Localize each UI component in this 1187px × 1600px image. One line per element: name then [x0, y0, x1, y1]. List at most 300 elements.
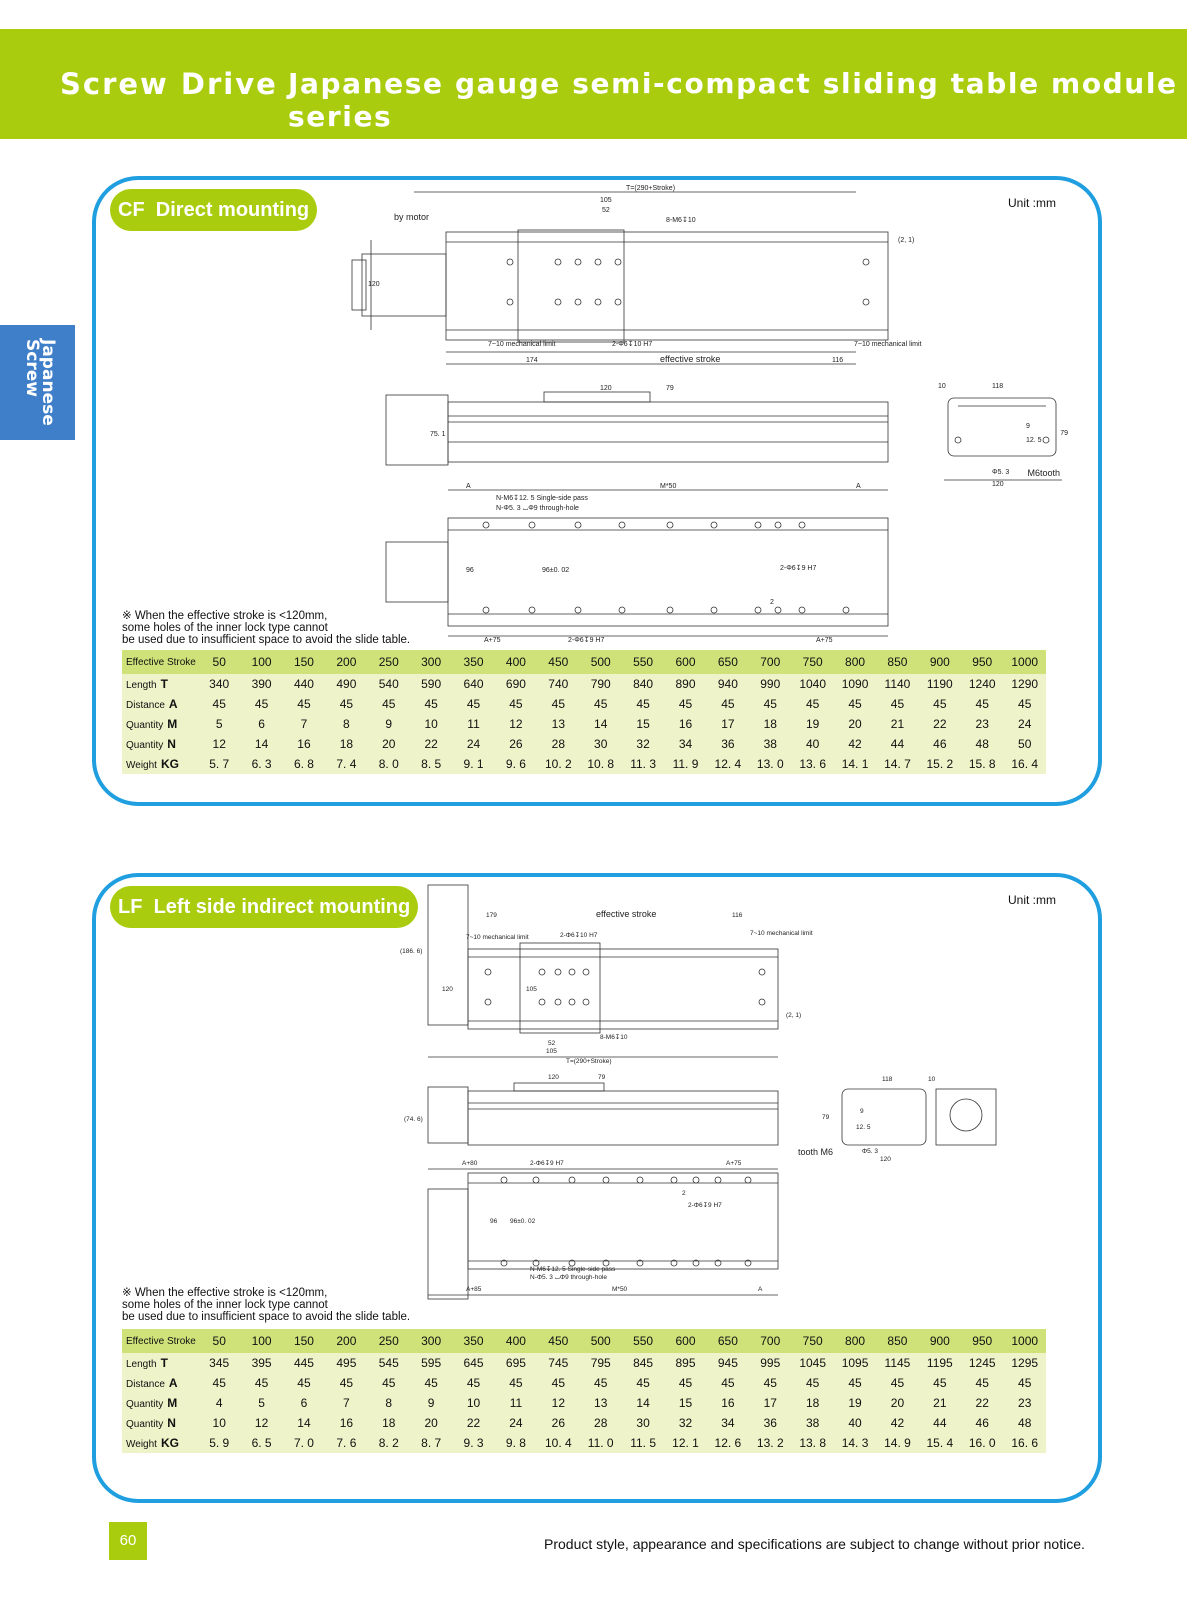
cell: 7. 6: [336, 1436, 357, 1450]
lf-end-79: 79: [822, 1114, 830, 1121]
cf-dim-105: 105: [600, 197, 612, 204]
lf-bottom-n: N-M6↧12. 5 Single-side pass: [530, 1266, 616, 1273]
cell: 18: [382, 1416, 396, 1430]
row-label: Quantity N: [126, 1416, 176, 1430]
cell: 20: [382, 737, 396, 751]
cell: 5: [215, 717, 223, 731]
cell: 45: [848, 1376, 862, 1390]
cell: 45: [890, 1376, 905, 1390]
table-row: [122, 754, 1046, 774]
stroke-cell: 850: [876, 1329, 918, 1353]
cell: 8. 5: [421, 757, 442, 771]
table-row: [122, 1433, 1046, 1453]
cell: 9. 1: [463, 757, 484, 771]
cell: 14. 3: [841, 1436, 869, 1450]
stroke-cell: 300: [410, 1329, 452, 1353]
cell: 45: [721, 697, 735, 711]
cell: 14: [254, 737, 269, 751]
cell: 845: [633, 1356, 654, 1370]
cell: 12. 6: [714, 1436, 742, 1450]
cf-end-120: 120: [992, 481, 1004, 488]
lf-note: [122, 1287, 410, 1323]
stroke-cell: 250: [368, 1329, 410, 1353]
cell: 990: [760, 677, 781, 691]
side-tab-label: Japanese Screw: [22, 339, 58, 426]
stroke-cell: 750: [791, 650, 833, 674]
cell: 14: [636, 1396, 650, 1410]
cell: 45: [594, 1376, 608, 1390]
lf-dim-105b: 105: [546, 1048, 557, 1055]
stroke-cell: 300: [410, 650, 452, 674]
cell: 45: [382, 697, 396, 711]
cell: 1145: [884, 1356, 911, 1370]
cell: 38: [763, 737, 777, 751]
cell: 795: [590, 1356, 611, 1370]
cell: 1140: [884, 677, 911, 691]
lf-bottom-9602: 96±0. 02: [510, 1218, 536, 1225]
cell: 10: [424, 717, 438, 731]
cell: 45: [721, 1376, 735, 1390]
cell: 13: [594, 1396, 608, 1410]
cell: 45: [254, 697, 269, 711]
lf-end-118: 118: [882, 1076, 893, 1083]
cell: 8: [385, 1396, 393, 1410]
cell: 45: [1018, 697, 1032, 711]
lf-code: LF: [118, 896, 143, 918]
cf-end-125: 12. 5: [1026, 437, 1042, 444]
lf-side-79: 79: [598, 1074, 606, 1081]
cell: 5. 7: [209, 757, 230, 771]
cell: 40: [805, 737, 820, 751]
cell: 26: [551, 1416, 565, 1430]
cell: 690: [505, 677, 526, 691]
cell: 13. 2: [756, 1436, 784, 1450]
cell: 10: [466, 1396, 481, 1410]
cell: 740: [548, 677, 569, 691]
cell: 45: [509, 1376, 523, 1390]
lf-section: [92, 873, 1102, 1503]
stroke-cell: 650: [707, 650, 749, 674]
lf-side-746: (74. 6): [404, 1116, 423, 1123]
header-series-title: Japanese gauge semi-compact sliding table module series: [288, 67, 1178, 133]
cell: 340: [209, 677, 230, 691]
cell: 19: [805, 717, 820, 731]
stroke-cell: 800: [834, 1329, 876, 1353]
cf-title: Direct mounting: [155, 199, 310, 221]
stroke-cell: 200: [325, 650, 367, 674]
cf-side-751: 75. 1: [430, 431, 446, 438]
lf-pins: 2-Φ6↧10 H7: [560, 932, 598, 939]
cell: 45: [339, 1376, 354, 1390]
cell: 45: [890, 697, 905, 711]
cell: 1290: [1011, 677, 1039, 691]
lf-bottom-n2: N-Φ5. 3 ⌴Φ9 through-hole: [530, 1274, 607, 1281]
cell: 19: [848, 1396, 862, 1410]
cell: 45: [805, 1376, 820, 1390]
cf-mech-right: 7~10 mechanical limit: [854, 341, 922, 348]
stroke-cell: 400: [495, 1329, 537, 1353]
cell: 48: [1018, 1416, 1032, 1430]
stroke-cell: 350: [452, 1329, 494, 1353]
cell: 6: [300, 1396, 308, 1410]
cell: 11. 0: [587, 1436, 614, 1450]
cell: 45: [212, 697, 226, 711]
cell: 50: [1018, 737, 1032, 751]
stroke-cell: 550: [622, 1329, 664, 1353]
cf-dim-174: 174: [526, 357, 538, 364]
cell: 32: [678, 1416, 693, 1430]
lf-side-120: 120: [548, 1074, 559, 1081]
cell: 345: [209, 1356, 230, 1370]
table-header-row: [122, 650, 1046, 674]
cell: 32: [636, 737, 650, 751]
cell: 10: [212, 1416, 226, 1430]
cf-bottom-a1: A: [466, 483, 471, 490]
cell: 1195: [926, 1356, 953, 1370]
cell: 45: [382, 1376, 396, 1390]
cell: 1240: [968, 677, 996, 691]
cell: 7. 4: [336, 757, 357, 771]
cf-dim-116: 116: [832, 357, 844, 364]
cell: 38: [805, 1416, 820, 1430]
cf-end-9: 9: [1026, 423, 1030, 430]
cell: 28: [551, 737, 565, 751]
stroke-cell: 850: [876, 650, 918, 674]
cell: 22: [466, 1416, 481, 1430]
cf-bottom-pin: 2-Φ6↧9 H7: [780, 565, 817, 572]
cell: 17: [721, 717, 735, 731]
cell: 9: [385, 717, 393, 731]
cell: 48: [975, 737, 989, 751]
cf-pins: 2-Φ6↧10 H7: [612, 341, 653, 348]
cell: 11. 3: [630, 757, 656, 771]
cell: 20: [424, 1416, 438, 1430]
cell: 45: [933, 697, 947, 711]
cell: 14. 7: [884, 757, 911, 771]
lf-end-tooth: tooth M6: [798, 1147, 834, 1157]
cf-dim-21: (2, 1): [898, 237, 915, 244]
cf-end-118: 118: [992, 383, 1004, 390]
cf-unit: Unit :mm: [1008, 196, 1056, 210]
cell: 7: [343, 1396, 350, 1410]
lf-bottom-a85: A+85: [466, 1286, 482, 1293]
cell: 6. 5: [251, 1436, 272, 1450]
cell: 42: [890, 1416, 905, 1430]
stroke-cell: 550: [622, 650, 664, 674]
header-category: Screw Drive: [60, 67, 278, 101]
cf-bottom-a75b: A+75: [816, 637, 833, 644]
cell: 45: [509, 697, 523, 711]
cf-note-line: ※ When the effective stroke is <120mm,: [122, 610, 328, 622]
lf-dim-116: 116: [732, 912, 743, 919]
cell: 7. 0: [293, 1436, 314, 1450]
lf-spec-table: [122, 1329, 1046, 1453]
cell: 1090: [841, 677, 869, 691]
cell: 16: [339, 1416, 354, 1430]
table-row: [122, 694, 1046, 714]
table-row: [122, 1393, 1046, 1413]
cell: 45: [636, 1376, 650, 1390]
stroke-cell: 150: [283, 1329, 325, 1353]
cell: 17: [763, 1396, 777, 1410]
cell: 20: [848, 717, 862, 731]
cell: 9. 8: [505, 1436, 526, 1450]
cell: 9. 3: [463, 1436, 484, 1450]
stroke-cell: 1000: [1003, 650, 1046, 674]
cell: 16: [678, 717, 693, 731]
lf-bottom-pin: 2-Φ6↧9 H7: [530, 1160, 564, 1167]
stroke-cell: 800: [834, 650, 876, 674]
cell: 44: [890, 737, 905, 751]
stroke-cell: 950: [961, 650, 1003, 674]
cell: 45: [678, 1376, 693, 1390]
cell: 940: [717, 677, 738, 691]
cell: 11. 9: [672, 757, 699, 771]
cf-bottom-96: 96: [466, 567, 474, 574]
cf-bottom-a75a: A+75: [484, 637, 501, 644]
cell: 45: [551, 697, 565, 711]
table-row: [122, 1353, 1046, 1373]
cell: 45: [933, 1376, 947, 1390]
cell: 9. 6: [505, 757, 526, 771]
lf-technical-drawing: [396, 877, 1046, 1327]
table-row: [122, 1373, 1046, 1393]
lf-note-line: be used due to insufficient space to avoid the slide table.: [122, 1311, 411, 1323]
cell: 34: [721, 1416, 735, 1430]
cell: 5. 9: [209, 1436, 230, 1450]
lf-note-line: ※ When the effective stroke is <120mm,: [122, 1287, 328, 1299]
cell: 12: [212, 737, 226, 751]
lf-bottom-a75: A+75: [726, 1160, 742, 1167]
cell: 23: [1018, 1396, 1032, 1410]
cell: 24: [466, 737, 481, 751]
cell: 495: [336, 1356, 357, 1370]
cell: 15. 4: [926, 1436, 954, 1450]
row-label: Quantity M: [126, 717, 178, 731]
cell: 45: [254, 1376, 269, 1390]
lf-dim-179: 179: [486, 912, 497, 919]
cell: 22: [424, 737, 438, 751]
cell: 590: [421, 677, 442, 691]
cell: 28: [594, 1416, 608, 1430]
lf-end-10: 10: [928, 1076, 936, 1083]
stroke-cell: 50: [198, 650, 240, 674]
cell: 45: [466, 1376, 481, 1390]
cell: 840: [633, 677, 654, 691]
cell: 890: [675, 677, 696, 691]
cell: 44: [933, 1416, 947, 1430]
cell: 13: [551, 717, 565, 731]
cell: 10. 2: [544, 757, 572, 771]
cell: 11: [467, 717, 480, 731]
lf-bottom-a: A: [758, 1286, 763, 1293]
cell: 45: [297, 1376, 311, 1390]
cell: 36: [721, 737, 735, 751]
lf-end-125: 12. 5: [856, 1124, 871, 1131]
row-label: Length T: [126, 677, 168, 691]
lf-bottom-pin-v: 2-Φ6↧9 H7: [688, 1202, 722, 1209]
row-label: Length T: [126, 1356, 168, 1370]
cell: 45: [339, 697, 354, 711]
lf-end-9: 9: [860, 1108, 864, 1115]
cell: 8. 7: [421, 1436, 442, 1450]
cf-dim-52: 52: [602, 207, 610, 214]
cell: 390: [251, 677, 272, 691]
stroke-cell: 700: [749, 650, 791, 674]
cf-side-79: 79: [666, 385, 674, 392]
cell: 440: [293, 677, 314, 691]
cell: 18: [805, 1396, 820, 1410]
cell: 1095: [841, 1356, 869, 1370]
cell: 42: [848, 737, 862, 751]
stroke-cell: 450: [537, 650, 579, 674]
cf-end-tooth: M6tooth: [1027, 468, 1060, 478]
cf-end-53: Φ5. 3: [992, 469, 1010, 476]
cell: 45: [1018, 1376, 1032, 1390]
cf-bottom-2: 2: [770, 599, 774, 606]
cell: 45: [466, 697, 481, 711]
lf-dim-120: 120: [442, 986, 453, 993]
cell: 14. 1: [841, 757, 869, 771]
cell: 46: [975, 1416, 989, 1430]
cf-technical-drawing: [326, 180, 1066, 650]
cell: 45: [594, 697, 608, 711]
cf-end-79: 79: [1060, 430, 1068, 437]
cell: 11. 5: [630, 1436, 656, 1450]
cell: 12: [551, 1396, 565, 1410]
row-label: Weight KG: [126, 757, 179, 771]
cell: 34: [678, 737, 693, 751]
cell: 15: [636, 717, 650, 731]
cell: 20: [890, 1396, 905, 1410]
cell: 12: [509, 717, 523, 731]
stroke-cell: 750: [791, 1329, 833, 1353]
stroke-cell: 700: [749, 1329, 791, 1353]
stroke-cell: 600: [664, 1329, 706, 1353]
cell: 45: [975, 697, 989, 711]
cell: 13. 8: [799, 1436, 827, 1450]
side-tab[interactable]: [0, 325, 75, 440]
cf-bottom-pin2: 2-Φ6↧9 H7: [568, 637, 605, 644]
lf-holes: 8-M6↧10: [600, 1034, 628, 1041]
cell: 24: [509, 1416, 523, 1430]
cf-effective-stroke: effective stroke: [660, 354, 721, 364]
cf-bymotor: by motor: [394, 212, 430, 222]
cell: 1045: [799, 1356, 827, 1370]
cell: 8. 0: [378, 757, 399, 771]
lf-dim-1866: (186. 6): [400, 948, 423, 955]
cf-title-pill: [110, 189, 317, 231]
cell: 45: [424, 697, 438, 711]
cell: 45: [636, 697, 650, 711]
stroke-cell: 100: [240, 650, 282, 674]
lf-dim-t: T=(290+Stroke): [566, 1058, 612, 1065]
table-row: [122, 734, 1046, 754]
cell: 46: [933, 737, 947, 751]
cf-note: [122, 610, 410, 646]
cell: 45: [763, 697, 777, 711]
cf-bottom-m50: M*50: [660, 483, 677, 490]
cell: 1295: [1011, 1356, 1039, 1370]
stroke-cell: 450: [537, 1329, 579, 1353]
stroke-cell: 100: [240, 1329, 282, 1353]
cell: 540: [378, 677, 399, 691]
cell: 45: [551, 1376, 565, 1390]
cf-side-120: 120: [600, 385, 612, 392]
cell: 645: [463, 1356, 484, 1370]
cell: 14: [594, 717, 608, 731]
cell: 12: [254, 1416, 269, 1430]
cell: 545: [378, 1356, 399, 1370]
lf-unit: Unit :mm: [1008, 893, 1056, 907]
stroke-cell: 250: [368, 650, 410, 674]
table-row: [122, 1413, 1046, 1433]
cell: 8: [343, 717, 350, 731]
cell: 45: [424, 1376, 438, 1390]
stroke-cell: 900: [919, 1329, 961, 1353]
cell: 16. 6: [1011, 1436, 1039, 1450]
cell: 36: [763, 1416, 777, 1430]
cf-note-line: be used due to insufficient space to avoid the slide table.: [122, 634, 411, 646]
cell: 23: [975, 717, 989, 731]
stroke-cell: 200: [325, 1329, 367, 1353]
row-label: Distance A: [126, 1376, 178, 1390]
table-row: [122, 714, 1046, 734]
cf-mech-left: 7~10 mechanical limit: [488, 341, 556, 348]
cell: 16. 4: [1011, 757, 1039, 771]
row-label: Quantity N: [126, 737, 176, 751]
lf-bottom-a80: A+80: [462, 1160, 478, 1167]
cell: 9: [427, 1396, 435, 1410]
cell: 595: [421, 1356, 442, 1370]
table-row: [122, 674, 1046, 694]
cell: 13. 0: [756, 757, 784, 771]
table-header-row: [122, 1329, 1046, 1353]
cell: 790: [590, 677, 611, 691]
cell: 45: [975, 1376, 989, 1390]
cell: 22: [975, 1396, 989, 1410]
stroke-cell: 50: [198, 1329, 240, 1353]
cell: 40: [848, 1416, 862, 1430]
lf-bottom-2: 2: [682, 1190, 686, 1197]
cell: 945: [717, 1356, 738, 1370]
lf-effective-stroke: effective stroke: [596, 909, 657, 919]
cf-note-line: some holes of the inner lock type cannot: [122, 622, 328, 634]
row-label: Quantity M: [126, 1396, 178, 1410]
lf-end-53: Φ5. 3: [862, 1148, 879, 1155]
lf-bottom-96: 96: [490, 1218, 498, 1225]
cell: 30: [636, 1416, 650, 1430]
cell: 10. 4: [544, 1436, 572, 1450]
cell: 11: [509, 1396, 523, 1410]
cell: 14. 9: [884, 1436, 911, 1450]
cell: 21: [890, 717, 905, 731]
lf-note-line: some holes of the inner lock type cannot: [122, 1299, 328, 1311]
stroke-cell: 350: [452, 650, 494, 674]
cell: 1040: [799, 677, 827, 691]
cell: 15. 8: [968, 757, 996, 771]
cf-dim-120: 120: [368, 281, 380, 288]
lf-title: Left side indirect mounting: [153, 896, 411, 918]
cell: 445: [293, 1356, 314, 1370]
cell: 8. 2: [378, 1436, 399, 1450]
cell: 22: [933, 717, 947, 731]
header-label: Effective Stroke: [122, 650, 198, 674]
cell: 26: [509, 737, 523, 751]
footer-notice: Product style, appearance and specifications are subject to change without prior notice.: [544, 1536, 1085, 1552]
stroke-cell: 150: [283, 650, 325, 674]
cf-section: [92, 176, 1102, 806]
